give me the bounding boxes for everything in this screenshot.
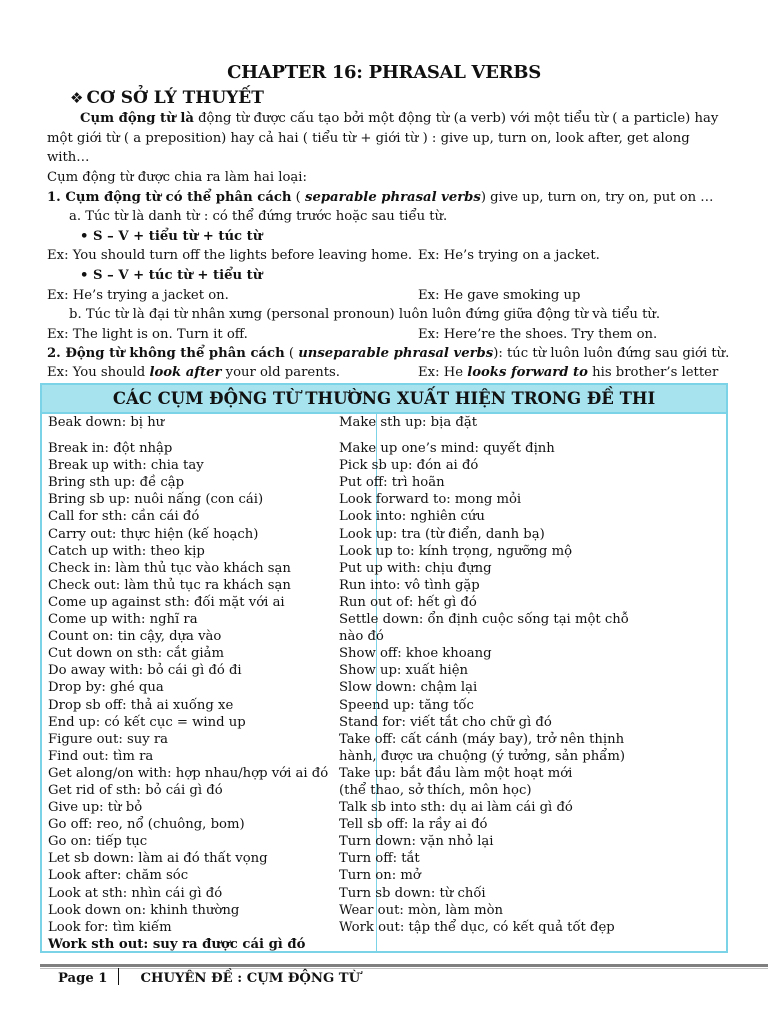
list-item: Break in: đột nhập bbox=[48, 441, 173, 457]
right-column-list bbox=[339, 414, 629, 936]
footer-topic: CHUYÊN ĐỀ : CỤM ĐỘNG TỪ bbox=[140, 971, 361, 986]
list-item: Get rid of sth: bỏ cái gì đó bbox=[48, 782, 223, 798]
list-item: Turn down: vặn nhỏ lại bbox=[339, 834, 494, 850]
type2-ex-right-em: looks forward to bbox=[467, 365, 588, 380]
list-item: Look up: tra (từ điển, danh bạ) bbox=[339, 526, 545, 542]
list-item: End up: có kết cục = wind up bbox=[48, 714, 246, 730]
list-item: Pick sb up: đón ai đó bbox=[339, 458, 479, 474]
type2-heading bbox=[47, 345, 729, 362]
list-item: Settle down: ổn định cuộc sống tại một chỗ bbox=[339, 612, 629, 628]
list-item: Speend up: tăng tốc bbox=[339, 697, 474, 713]
type1-example-3: Ex: The light is on. Turn it off. bbox=[47, 327, 248, 342]
type1-rest: ) give up, turn on, try on, put on … bbox=[480, 190, 714, 205]
list-item: Find out: tìm ra bbox=[48, 748, 154, 764]
intro-line-4: Cụm động từ được chia ra làm hai loại: bbox=[47, 170, 307, 185]
footer-separator bbox=[118, 968, 119, 985]
list-item: Look forward to: mong mỏi bbox=[339, 492, 522, 508]
type1-heading bbox=[47, 189, 714, 206]
type1-example-1: Ex: You should turn off the lights before leaving home. bbox=[47, 248, 413, 263]
type2-term: unseparable phrasal verbs bbox=[298, 346, 494, 361]
type1-formula-1: • S – V + tiểu từ + túc từ bbox=[80, 229, 263, 244]
list-item: hành, được ưa chuộng (ý tưởng, sản phẩm) bbox=[339, 748, 625, 764]
type2-paren: ( bbox=[284, 346, 299, 361]
list-item: Bring sb up: nuôi nấng (con cái) bbox=[48, 492, 264, 508]
list-item: Take up: bắt đầu làm một hoạt mới bbox=[339, 765, 573, 781]
chapter-title: CHAPTER 16: PHRASAL VERBS bbox=[227, 62, 541, 83]
footer-rule bbox=[40, 964, 768, 967]
list-item: Tell sb off: la rầy ai đó bbox=[339, 817, 488, 833]
list-item: Get along/on with: hợp nhau/hợp với ai đó bbox=[48, 765, 329, 781]
type2-ex-right-post: his brother’s letter bbox=[587, 365, 719, 380]
list-item: Give up: từ bỏ bbox=[48, 800, 143, 816]
list-item: Turn sb down: từ chối bbox=[339, 885, 486, 901]
list-item: Look down on: khinh thường bbox=[48, 902, 240, 918]
type2-example-left bbox=[47, 364, 340, 381]
list-item: Look into: nghiên cứu bbox=[339, 509, 485, 525]
type1-example-2: Ex: He’s trying a jacket on. bbox=[47, 288, 229, 303]
list-item: Show up: xuất hiện bbox=[339, 663, 469, 679]
list-item: Run into: vô tình gặp bbox=[339, 577, 480, 593]
left-column-list bbox=[48, 414, 328, 953]
list-item: Break up with: chia tay bbox=[48, 458, 204, 474]
list-item: Take off: cất cánh (máy bay), trở nên thịnh bbox=[339, 731, 625, 747]
type1-example-1b: Ex: He’s trying on a jacket. bbox=[418, 248, 600, 263]
phrasal-verbs-table bbox=[40, 383, 728, 953]
list-item: Put off: trì hoãn bbox=[339, 475, 445, 491]
table-heading: CÁC CỤM ĐỘNG TỪ THƯỜNG XUẤT HIỆN TRONG ĐỀ THI bbox=[42, 385, 726, 414]
list-item: Figure out: suy ra bbox=[48, 731, 169, 747]
list-item: Carry out: thực hiện (kế hoạch) bbox=[48, 526, 259, 542]
list-item: Go on: tiếp tục bbox=[48, 834, 148, 850]
type2-ex-left-em: look after bbox=[149, 365, 222, 380]
page-number: Page 1 bbox=[58, 971, 108, 986]
list-item: Count on: tin cậy, dựa vào bbox=[48, 629, 222, 645]
type2-ex-right-pre: Ex: He bbox=[418, 365, 468, 380]
type1-term: separable phrasal verbs bbox=[305, 190, 481, 205]
list-item: Look at sth: nhìn cái gì đó bbox=[48, 885, 223, 901]
type1-example-2b: Ex: He gave smoking up bbox=[418, 288, 581, 303]
type1-paren: ( bbox=[291, 190, 306, 205]
list-item: Go off: reo, nổ (chuông, bom) bbox=[48, 817, 245, 833]
diamond-bullet-icon: ❖ bbox=[70, 89, 84, 107]
intro-line-2: một giới từ ( a preposition) hay cả hai ( tiểu từ + giới từ ) : give up, turn on, look after, get along bbox=[47, 131, 690, 146]
list-item: Work sth out: suy ra được cái gì đó bbox=[48, 936, 306, 952]
list-item: Check out: làm thủ tục ra khách sạn bbox=[48, 577, 291, 593]
list-item: Come up with: nghĩ ra bbox=[48, 612, 198, 628]
page-footer bbox=[58, 968, 360, 987]
list-item: Talk sb into sth: dụ ai làm cái gì đó bbox=[339, 800, 573, 816]
list-item: Catch up with: theo kịp bbox=[48, 543, 205, 559]
list-item: Do away with: bỏ cái gì đó đi bbox=[48, 663, 242, 679]
list-item: Let sb down: làm ai đó thất vọng bbox=[48, 851, 268, 867]
list-item: Run out of: hết gì đó bbox=[339, 594, 477, 610]
section-heading bbox=[70, 88, 264, 108]
list-item: Turn off: tắt bbox=[339, 851, 420, 867]
list-item: Stand for: viết tắt cho chữ gì đó bbox=[339, 714, 552, 730]
list-item: Make up one’s mind: quyết định bbox=[339, 441, 555, 457]
list-item: Look up to: kính trọng, ngưỡng mộ bbox=[339, 543, 573, 559]
intro-term: Cụm động từ là bbox=[80, 111, 194, 126]
list-item: Call for sth: cần cái đó bbox=[48, 509, 200, 525]
type2-example-right bbox=[418, 364, 718, 381]
list-item: Show off: khoe khoang bbox=[339, 646, 492, 662]
type1-example-3b: Ex: Here’re the shoes. Try them on. bbox=[418, 327, 658, 342]
type1-note-a: a. Túc từ là danh từ : có thể đứng trước hoặc sau tiểu từ. bbox=[69, 209, 448, 224]
list-item: Drop by: ghé qua bbox=[48, 680, 164, 696]
type2-rest: ): túc từ luôn luôn đứng sau giới từ. bbox=[493, 346, 730, 361]
list-item: Look after: chăm sóc bbox=[48, 868, 189, 884]
list-item: (thể thao, sở thích, môn học) bbox=[339, 782, 532, 798]
type2-ex-left-post: your old parents. bbox=[221, 365, 340, 380]
type2-ex-left-pre: Ex: You should bbox=[47, 365, 150, 380]
list-item: Come up against sth: đối mặt với ai bbox=[48, 594, 285, 610]
list-item: Make sth up: bịa đặt bbox=[339, 415, 477, 430]
list-item: Bring sth up: đề cập bbox=[48, 475, 185, 491]
list-item: Work out: tập thể dục, có kết quả tốt đẹp bbox=[339, 919, 615, 935]
intro-line-3: with… bbox=[47, 150, 90, 165]
section-heading-text: CƠ SỞ LÝ THUYẾT bbox=[86, 88, 264, 108]
type1-note-b: b. Túc từ là đại từ nhân xưng (personal pronoun) luôn luôn đứng giữa động từ và tiểu từ. bbox=[69, 307, 661, 322]
list-item: Wear out: mòn, làm mòn bbox=[339, 902, 504, 918]
list-item: Put up with: chịu đựng bbox=[339, 560, 492, 576]
list-item: Slow down: chậm lại bbox=[339, 680, 478, 696]
type1-heading-text: 1. Cụm động từ có thể phân cách bbox=[47, 190, 292, 205]
list-item: Check in: làm thủ tục vào khách sạn bbox=[48, 560, 291, 576]
type2-heading-text: 2. Động từ không thể phân cách bbox=[47, 346, 285, 361]
list-item: Turn on: mở bbox=[339, 868, 421, 884]
intro-line-1 bbox=[80, 110, 718, 127]
intro-line-1-text: động từ được cấu tạo bởi một động từ (a verb) với một tiểu từ ( a particle) hay bbox=[193, 111, 719, 126]
list-item: nào đó bbox=[339, 629, 384, 645]
list-item: Drop sb off: thả ai xuống xe bbox=[48, 697, 234, 713]
list-item: Look for: tìm kiếm bbox=[48, 919, 172, 935]
list-item: Beak down: bị hư bbox=[48, 415, 165, 430]
list-item: Cut down on sth: cắt giảm bbox=[48, 646, 225, 662]
type1-formula-2: • S – V + túc từ + tiểu từ bbox=[80, 268, 263, 283]
